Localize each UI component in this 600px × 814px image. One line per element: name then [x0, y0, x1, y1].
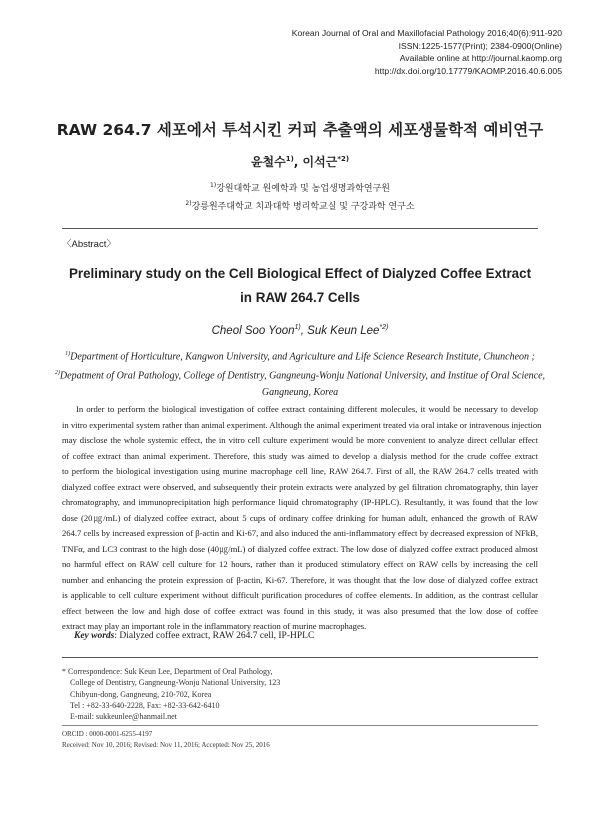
correspondence-line: College of Dentistry, Gangneung-Wonju National University, 123 [70, 678, 281, 688]
abstract-line: effect between the low and high dose of coffee extract was found in this study, it was also presumed that the low dose of coffee [62, 605, 538, 616]
orcid[interactable]: ORCID : 0000-0001-6255-4197 [62, 730, 153, 738]
journal-citation: Korean Journal of Oral and Maxillofacial Pathology 2016;40(6):911-920 [291, 28, 562, 38]
korean-title: RAW 264.7 세포에서 투석시킨 커피 추출액의 세포생물학적 예비연구 [56, 121, 544, 139]
abstract-line: TNFα, and LC3 contrast to the high dose (40㎍/mL) of dialyzed coffee extract. The low dose of dialyzed coffee extract produced almost [62, 543, 538, 554]
correspondence-line[interactable]: E-mail: sukkeunlee@hanmail.net [70, 712, 177, 722]
korean-aff-2-text: 강릉원주대학교 치과대학 병리학교실 및 구강과학 연구소 [191, 202, 415, 212]
korean-author-2-sup: *2) [337, 155, 350, 163]
journal-header [292, 27, 562, 77]
english-aff-line-3: Gangneung, Korea [261, 386, 339, 398]
korean-authors [0, 153, 600, 170]
english-aff-1-text: Department of Horticulture, Kangwon University, and Agriculture and Life Science Research Institute, Chuncheon ; [70, 351, 535, 363]
article-meta [62, 729, 270, 750]
english-authors [0, 324, 600, 337]
abstract-line: no harmful effect on RAW cell culture for 12 hours, rather than it produced stimulatory effect on RAW cells by increasing the cell [62, 559, 538, 569]
abstract-line: dialyzed coffee extract were observed, and subsequently their protein extracts were analyzed by gel filtration chromatography, thin layer [62, 481, 538, 492]
abstract-line: is applicable to cell culture experiment without difficult purification procedures of coffee elements. In addition, as the contrast cellular [62, 590, 538, 600]
keywords-text: : Dialyzed coffee extract, RAW 264.7 cell, IP-HPLC [114, 631, 315, 641]
korean-aff-1-sup: 1) [210, 182, 217, 189]
english-aff-line-2 [50, 365, 550, 384]
keywords-label: Key words [74, 631, 115, 641]
english-author-1: Cheol Soo Yoon [211, 324, 295, 337]
english-aff-1-sup: 1) [65, 351, 71, 357]
korean-author-2: 이석근 [302, 155, 338, 169]
english-title [0, 262, 600, 310]
abstract-line: 264.7 cells by increased expression of β-actin and Ki-67, and also induced the anti-inflammatory effect by decreased expression of NFkB, [62, 528, 538, 538]
footnote-divider [62, 657, 538, 658]
author-separator: , [293, 155, 303, 169]
correspondence-line: Tel : +82-33-640-2228, Fax: +82-33-642-6410 [70, 700, 220, 710]
section-divider [62, 228, 538, 229]
abstract-line: chromatography, and immunoprecipitation high performance liquid chromatography (IP-HPLC). Resultantly, it was found that the low [62, 497, 538, 507]
english-title-line-1: Preliminary study on the Cell Biological Effect of Dialyzed Coffee Extract [68, 266, 532, 281]
correspondence-footnote [62, 666, 538, 722]
abstract-line: extract may play an important role in the inflammatory reaction of murine macrophages. [62, 621, 367, 631]
abstract-body [62, 402, 542, 635]
article-dates: Received: Nov 10, 2016; Revised: Nov 11, 2016; Accepted: Nov 25, 2016 [62, 740, 270, 749]
abstract-line: may disclose the whole systemic effect, the in vitro cell culture experiment would be more convenient to analyze direct cellular effect [62, 435, 538, 445]
journal-url[interactable]: Available online at http://journal.kaomp.org [399, 53, 562, 63]
english-aff-2-text: Depatment of Oral Pathology, College of Dentistry, Gangneung-Wonju National University, and Institue of Oral Science, [59, 370, 546, 382]
english-author-separator: , [300, 324, 308, 337]
english-author-1-sup: 1) [294, 324, 301, 331]
english-author-2-sup: *2) [379, 324, 389, 331]
korean-author-1: 윤철수 [250, 155, 286, 169]
journal-doi[interactable]: http://dx.doi.org/10.17779/KAOMP.2016.40.6.005 [374, 65, 562, 76]
english-title-line-2: in RAW 264.7 Cells [240, 290, 360, 305]
korean-affiliation-1 [0, 181, 600, 194]
korean-aff-1-text: 강원대학교 원예학과 및 농업생명과학연구원 [216, 184, 390, 194]
korean-aff-2-sup: 2) [185, 200, 192, 207]
korean-author-1-sup: 1) [285, 155, 294, 163]
english-author-2: Suk Keun Lee [307, 324, 380, 337]
abstract-label: 〈Abstract〉 [62, 239, 116, 250]
abstract-line: to perform the biological investigation using murine macrophage cell line, RAW 264.7. First of all, the RAW 264.7 cells treated with [62, 466, 538, 476]
abstract-line: In order to perform the biological investigation of coffee extract containing different molecules, it would be necessary to develop [76, 404, 538, 414]
journal-issn: ISSN:1225-1577(Print); 2384-0900(Online) [398, 40, 562, 51]
correspondence-line: Chibyun-dong, Gangneung, 210-702, Korea [70, 689, 212, 699]
meta-divider [62, 725, 538, 726]
korean-affiliation-2 [0, 199, 600, 212]
correspondence-line: * Correspondence: Suk Keun Lee, Department of Oral Pathology, [62, 667, 273, 676]
english-affiliations [50, 346, 550, 401]
abstract-line: in vitro experimental system rather than animal experiment. Although the animal experiment treated via oral intake or intravenous injection [62, 419, 542, 430]
abstract-line: dose (20㎍/mL) of dialyzed coffee extract, about 5 cups of ordinary coffee drinking for human adult, enhanced the growth of RAW [62, 512, 538, 523]
english-aff-2-sup: 2) [54, 370, 60, 377]
abstract-line: number and enhancing the protein expression of β-actin, Ki-67. Therefore, it was thought that the low dose of dialyzed coffee extract [62, 574, 538, 585]
abstract-line: of coffee extract than animal experiment. Therefore, this study was aimed to develop a dialysis method for the crude coffee extract [62, 450, 538, 461]
keywords [74, 631, 314, 641]
english-aff-line-1 [50, 346, 550, 365]
